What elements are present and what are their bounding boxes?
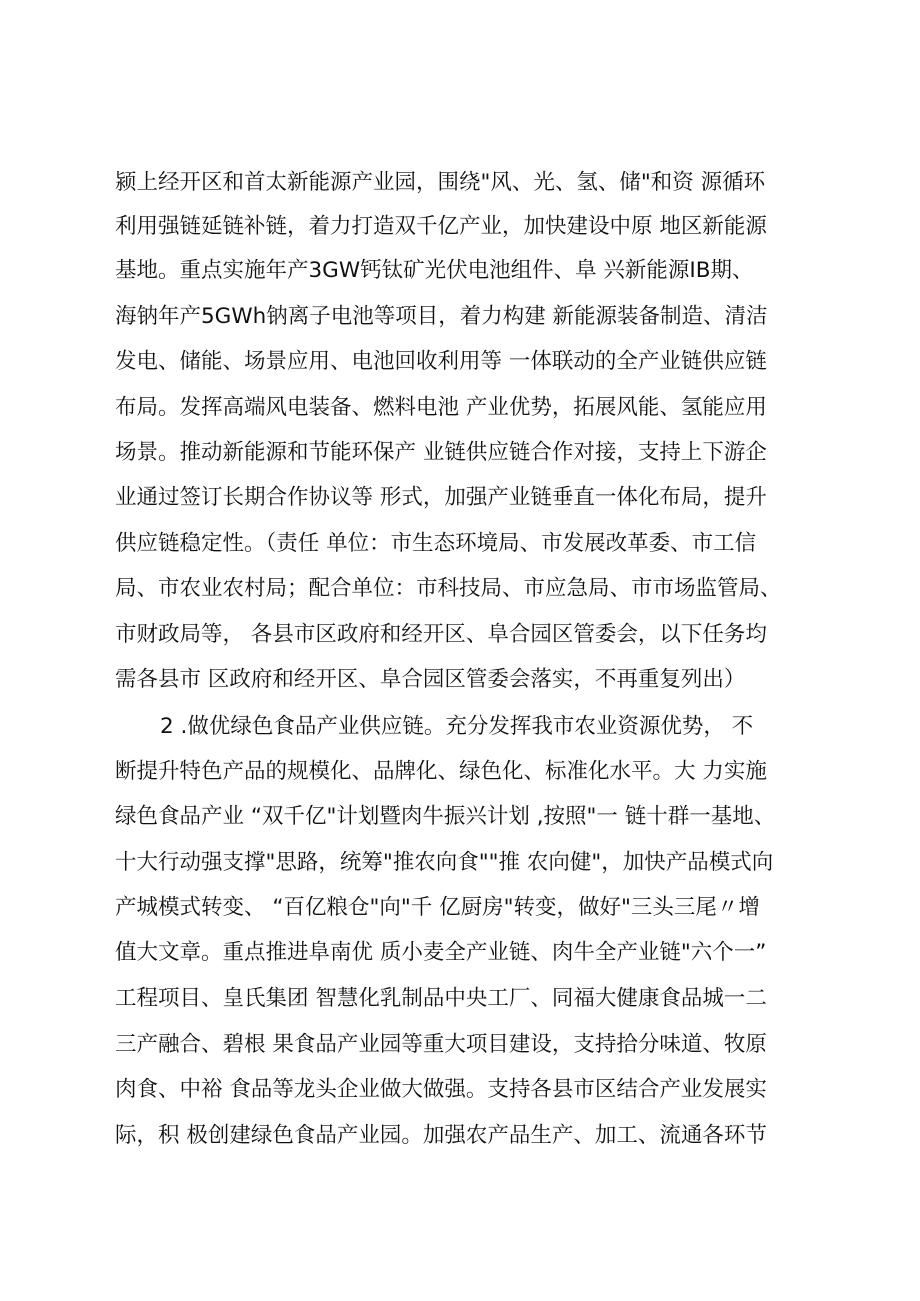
text-line: 利用强链延链补链，着力打造双千亿产业，加快建设中原 地区新能源 bbox=[115, 214, 767, 239]
text-line: 布局。发挥高端风电装备、燃料电池 产业优势，拓展风能、氢能应用 bbox=[115, 395, 767, 420]
text-line: 场景。推动新能源和节能环保产 业链供应链合作对接，支持上下游企 bbox=[115, 440, 767, 465]
text-line: 发电、储能、场景应用、电池回收利用等 一体联动的全产业链供应链 bbox=[115, 349, 767, 374]
text-line: 工程项目、皇氏集团 智慧化乳制品中央工厂、同福大健康食品城一二 bbox=[115, 986, 767, 1011]
text-line: 业通过签订长期合作协议等 形式，加强产业链垂直一体化布局，提升 bbox=[115, 485, 767, 510]
text-line: 断提升特色产品的规模化、品牌化、绿色化、标准化水平。大 力实施 bbox=[115, 759, 767, 784]
text-line: 海钠年产5GWh钠离子电池等项目，着力构建 新能源装备制造、清洁 bbox=[115, 304, 768, 329]
text-line: 三产融合、碧根 果食品产业园等重大项目建设，支持拾分味道、牧原 bbox=[115, 1032, 767, 1057]
text-line: 局、市农业农村局；配合单位：市科技局、市应急局、市市场监管局、 bbox=[115, 576, 782, 601]
text-line: 需各县市 区政府和经开区、阜合园区管委会落实，不再重复列出） bbox=[115, 667, 746, 692]
text-line: 肉食、中裕 食品等龙头企业做大做强。支持各县市区结合产业发展实 bbox=[115, 1077, 767, 1102]
text-line: 值大文章。重点推进阜南优 质小麦全产业链、肉牛全产业链"六个一” bbox=[115, 940, 767, 965]
text-line: 市财政局等， 各县市区政府和经开区、阜合园区管委会，以下任务均 bbox=[115, 622, 767, 647]
text-line: 颍上经开区和首太新能源产业园，围绕"风、光、氢、储"和资 源循环 bbox=[115, 170, 766, 195]
text-line: 产城模式转变、 “百亿粮仓"向"千 亿厨房"转变，做好"三头三尾〃增 bbox=[115, 895, 760, 920]
text-line: 基地。重点实施年产3GW钙钛矿光伏电池组件、阜 兴新能源IB期、 bbox=[115, 258, 754, 283]
text-line: 际，积 极创建绿色食品产业园。加强农产品生产、加工、流通各环节 bbox=[115, 1123, 767, 1148]
text-line: 十大行动强支撑"思路，统筹"推农向食""推 农向健"，加快产品模式向 bbox=[115, 850, 774, 875]
text-line: 绿色食品产业 “双千亿"计划暨肉牛振兴计划 ,按照"一 链十群一基地、 bbox=[115, 804, 776, 829]
section-heading-line: 2 .做优绿色食品产业供应链。充分发挥我市农业资源优势， 不 bbox=[160, 714, 754, 739]
text-line: 供应链稳定性。（责任 单位：市生态环境局、市发展改革委、市工信 bbox=[115, 531, 757, 556]
